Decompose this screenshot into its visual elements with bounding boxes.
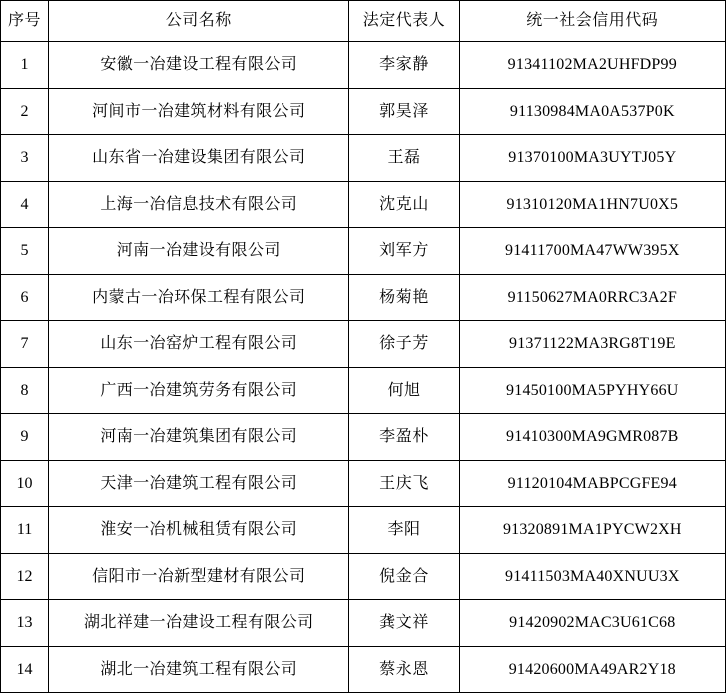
cell-company-name: 广西一冶建筑劳务有限公司: [49, 367, 349, 414]
cell-credit-code: 91410300MA9GMR087B: [459, 414, 725, 461]
cell-company-name: 上海一冶信息技术有限公司: [49, 181, 349, 228]
table-row: [1, 274, 726, 321]
cell-index: 14: [1, 646, 49, 693]
table-body: [1, 42, 726, 693]
cell-index: 13: [1, 600, 49, 647]
cell-index: 8: [1, 367, 49, 414]
table-row: [1, 646, 726, 693]
cell-credit-code: 91411503MA40XNUU3X: [459, 553, 725, 600]
cell-legal-representative: 杨菊艳: [349, 274, 459, 321]
cell-legal-representative: 郭昊泽: [349, 88, 459, 135]
table-row: [1, 321, 726, 368]
cell-company-name: 安徽一冶建设工程有限公司: [49, 42, 349, 89]
table-row: [1, 553, 726, 600]
cell-credit-code: 91150627MA0RRC3A2F: [459, 274, 725, 321]
cell-company-name: 湖北祥建一冶建设工程有限公司: [49, 600, 349, 647]
cell-credit-code: 91450100MA5PYHY66U: [459, 367, 725, 414]
cell-index: 11: [1, 507, 49, 554]
cell-legal-representative: 王磊: [349, 135, 459, 182]
cell-legal-representative: 李家静: [349, 42, 459, 89]
cell-index: 10: [1, 460, 49, 507]
cell-legal-representative: 徐子芳: [349, 321, 459, 368]
cell-legal-representative: 李阳: [349, 507, 459, 554]
cell-index: 9: [1, 414, 49, 461]
cell-company-name: 山东省一冶建设集团有限公司: [49, 135, 349, 182]
column-header-index: 序号: [1, 1, 49, 42]
cell-index: 4: [1, 181, 49, 228]
cell-company-name: 淮安一冶机械租赁有限公司: [49, 507, 349, 554]
cell-credit-code: 91320891MA1PYCW2XH: [459, 507, 725, 554]
cell-company-name: 天津一冶建筑工程有限公司: [49, 460, 349, 507]
table-row: [1, 414, 726, 461]
table-row: [1, 42, 726, 89]
cell-legal-representative: 李盈朴: [349, 414, 459, 461]
cell-company-name: 河间市一冶建筑材料有限公司: [49, 88, 349, 135]
cell-index: 7: [1, 321, 49, 368]
cell-credit-code: 91420902MAC3U61C68: [459, 600, 725, 647]
cell-legal-representative: 刘军方: [349, 228, 459, 275]
cell-legal-representative: 沈克山: [349, 181, 459, 228]
cell-legal-representative: 龚文祥: [349, 600, 459, 647]
cell-credit-code: 91341102MA2UHFDP99: [459, 42, 725, 89]
cell-credit-code: 91371122MA3RG8T19E: [459, 321, 725, 368]
column-header-name: 公司名称: [49, 1, 349, 42]
cell-index: 3: [1, 135, 49, 182]
table-row: [1, 181, 726, 228]
cell-company-name: 湖北一冶建筑工程有限公司: [49, 646, 349, 693]
cell-index: 12: [1, 553, 49, 600]
cell-credit-code: 91310120MA1HN7U0X5: [459, 181, 725, 228]
table-header: [1, 1, 726, 42]
cell-index: 2: [1, 88, 49, 135]
cell-credit-code: 91120104MABPCGFE94: [459, 460, 725, 507]
cell-credit-code: 91420600MA49AR2Y18: [459, 646, 725, 693]
cell-company-name: 山东一冶窑炉工程有限公司: [49, 321, 349, 368]
cell-legal-representative: 何旭: [349, 367, 459, 414]
table-row: [1, 460, 726, 507]
column-header-code: 统一社会信用代码: [459, 1, 725, 42]
cell-credit-code: 91411700MA47WW395X: [459, 228, 725, 275]
cell-index: 1: [1, 42, 49, 89]
table-row: [1, 600, 726, 647]
table-row: [1, 367, 726, 414]
table-row: [1, 228, 726, 275]
cell-legal-representative: 王庆飞: [349, 460, 459, 507]
column-header-rep: 法定代表人: [349, 1, 459, 42]
cell-credit-code: 91370100MA3UYTJ05Y: [459, 135, 725, 182]
table-header-row: [1, 1, 726, 42]
cell-index: 6: [1, 274, 49, 321]
table-row: [1, 88, 726, 135]
table-row: [1, 507, 726, 554]
cell-company-name: 信阳市一冶新型建材有限公司: [49, 553, 349, 600]
cell-company-name: 内蒙古一冶环保工程有限公司: [49, 274, 349, 321]
cell-legal-representative: 蔡永恩: [349, 646, 459, 693]
table-row: [1, 135, 726, 182]
cell-index: 5: [1, 228, 49, 275]
cell-company-name: 河南一冶建筑集团有限公司: [49, 414, 349, 461]
cell-legal-representative: 倪金合: [349, 553, 459, 600]
cell-credit-code: 91130984MA0A537P0K: [459, 88, 725, 135]
cell-company-name: 河南一冶建设有限公司: [49, 228, 349, 275]
